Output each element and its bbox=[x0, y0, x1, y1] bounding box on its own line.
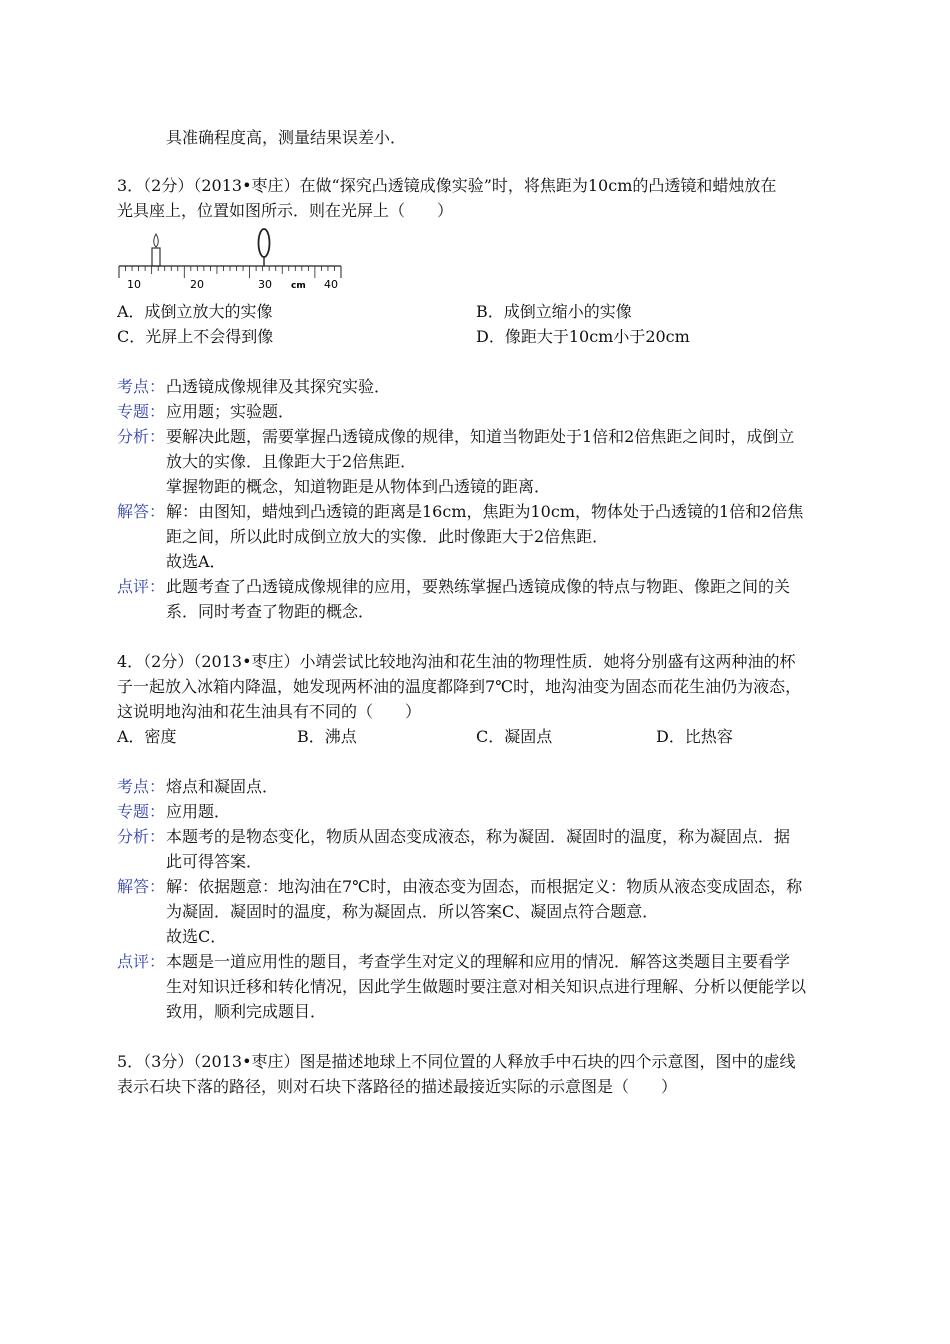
q4-stem-line2: 子一起放入冰箱内降温，她发现两杯油的温度都降到7℃时，地沟油变为固态而花生油仍为液态， bbox=[117, 677, 802, 696]
q3-dianping-label: 点评： bbox=[117, 577, 166, 596]
q3-option-b: B．成倒立缩小的实像 bbox=[476, 302, 632, 321]
q3-fenxi-line2: 放大的实像．且像距大于2倍焦距． bbox=[166, 452, 417, 471]
continued-text: 具准确程度高，测量结果误差小． bbox=[166, 128, 407, 147]
q4-stem-line1: 4．（2分）（2013•枣庄）小靖尝试比较地沟油和花生油的物理性质．她将分别盛有这两种油的杯 bbox=[117, 652, 796, 671]
q3-option-c: C．光屏上不会得到像 bbox=[117, 327, 274, 346]
ruler-label-20: 20 bbox=[190, 278, 204, 291]
q4-jieda-line1: 解：依据题意：地沟油在7℃时，由液态变为固态，而根据定义：物质从液态变成固态，称 bbox=[166, 877, 803, 896]
q3-dianping-line1: 此题考查了凸透镜成像规律的应用，要熟练掌握凸透镜成像的特点与物距、像距之间的关 bbox=[166, 577, 791, 596]
q4-option-d: D．比热容 bbox=[656, 727, 733, 746]
q4-jieda-label: 解答： bbox=[117, 877, 166, 896]
q3-stem-line1: 3．（2分）（2013•枣庄）在做“探究凸透镜成像实验”时，将焦距为10cm的凸透镜和蜡烛放在 bbox=[117, 176, 777, 195]
ruler bbox=[119, 266, 341, 291]
q4-stem-line3: 这说明地沟油和花生油具有不同的（ ） bbox=[117, 702, 422, 721]
q3-kaodian: 凸透镜成像规律及其探究实验． bbox=[166, 377, 391, 396]
q3-jieda-label: 解答： bbox=[117, 502, 166, 521]
q3-fenxi-line1: 要解决此题，需要掌握凸透镜成像的规律，知道当物距处于1倍和2倍焦距之间时，成倒立 bbox=[166, 427, 795, 446]
q4-dianping-line3: 致用，顺利完成题目． bbox=[166, 1002, 327, 1021]
q3-kaodian-label: 考点： bbox=[117, 377, 166, 396]
q4-jieda-line2: 为凝固．凝固时的温度，称为凝固点．所以答案C、凝固点符合题意． bbox=[166, 902, 659, 921]
ruler-label-40: 40 bbox=[324, 278, 338, 291]
q4-fenxi-line1: 本题考的是物态变化，物质从固态变成液态，称为凝固．凝固时的温度，称为凝固点．据 bbox=[166, 827, 791, 846]
ruler-unit: cm bbox=[291, 281, 306, 291]
q4-fenxi-line2: 此可得答案． bbox=[166, 852, 263, 871]
q3-stem-line2: 光具座上，位置如图所示．则在光屏上（ ） bbox=[117, 201, 454, 220]
q4-kaodian-label: 考点： bbox=[117, 777, 166, 796]
q4-option-b: B．沸点 bbox=[297, 727, 357, 746]
q3-jieda-line1: 解：由图知，蜡烛到凸透镜的距离是16cm，焦距为10cm，物体处于凸透镜的1倍和2倍焦 bbox=[166, 502, 804, 521]
q4-option-a: A．密度 bbox=[117, 727, 177, 746]
q3-jieda-line3: 故选A． bbox=[166, 552, 226, 571]
q4-dianping-line1: 本题是一道应用性的题目，考查学生对定义的理解和应用的情况．解答这类题目主要看学 bbox=[166, 952, 791, 971]
q3-dianping-line2: 系．同时考查了物距的概念． bbox=[166, 602, 375, 621]
ruler-label-30: 30 bbox=[258, 278, 272, 291]
q3-zhuanti: 应用题；实验题． bbox=[166, 402, 295, 421]
q3-fenxi-label: 分析： bbox=[117, 427, 166, 446]
q4-fenxi-label: 分析： bbox=[117, 827, 166, 846]
q3-option-d: D．像距大于10cm小于20cm bbox=[476, 327, 690, 346]
q4-dianping-line2: 生对知识迁移和转化情况，因此学生做题时要注意对相关知识点进行理解、分析以便能学以 bbox=[166, 977, 807, 996]
q3-option-a: A．成倒立放大的实像 bbox=[117, 302, 273, 321]
q4-jieda-line3: 故选C． bbox=[166, 927, 227, 946]
q4-dianping-label: 点评： bbox=[117, 952, 166, 971]
optical-bench-figure bbox=[115, 226, 347, 296]
q4-zhuanti: 应用题． bbox=[166, 802, 231, 821]
q5-stem-line1: 5．（3分）（2013•枣庄）图是描述地球上不同位置的人释放手中石块的四个示意图，图中的虚线 bbox=[117, 1052, 796, 1071]
q5-stem-line2: 表示石块下落的路径，则对石块下落路径的描述最接近实际的示意图是（ ） bbox=[117, 1077, 678, 1096]
q4-option-c: C．凝固点 bbox=[476, 727, 553, 746]
convex-lens bbox=[259, 229, 270, 266]
q4-zhuanti-label: 专题： bbox=[117, 802, 166, 821]
q3-fenxi-line3: 掌握物距的概念，知道物距是从物体到凸透镜的距离． bbox=[166, 477, 551, 496]
candle bbox=[152, 234, 160, 266]
q4-kaodian: 熔点和凝固点． bbox=[166, 777, 279, 796]
ruler-label-10: 10 bbox=[127, 278, 141, 291]
q3-zhuanti-label: 专题： bbox=[117, 402, 166, 421]
q3-jieda-line2: 距之间，所以此时成倒立放大的实像．此时像距大于2倍焦距． bbox=[166, 527, 609, 546]
